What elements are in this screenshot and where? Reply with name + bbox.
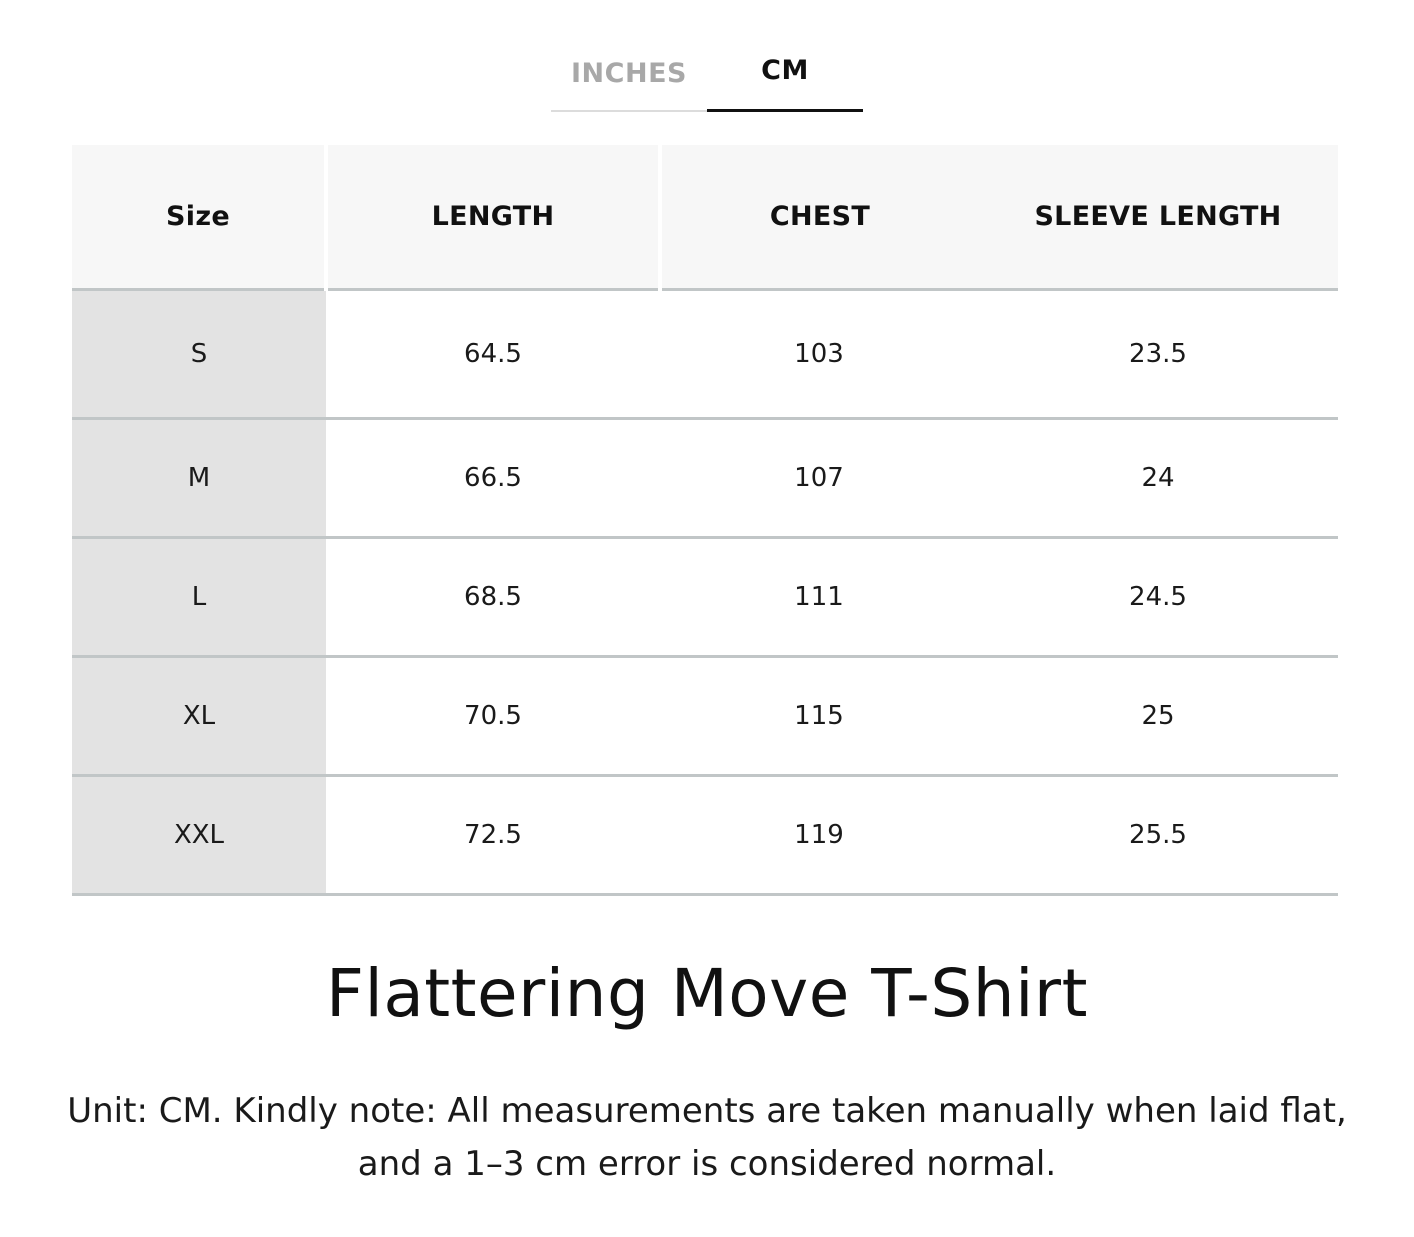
size-cell: XXL — [72, 776, 326, 895]
measurement-note: Unit: CM. Kindly note: All measurements are taken manually when laid flat, and a 1–3 cm error is considered normal. — [67, 1091, 1347, 1184]
tab-cm[interactable]: CM — [707, 40, 863, 112]
sleeve-length-cell: 24 — [978, 419, 1338, 538]
sleeve-length-cell: 23.5 — [978, 290, 1338, 419]
chest-cell: 119 — [660, 776, 978, 895]
size-cell: XL — [72, 657, 326, 776]
header-size: Size — [72, 145, 326, 290]
size-cell: M — [72, 419, 326, 538]
header-chest: CHEST — [660, 145, 978, 290]
header-sleeve-length: SLEEVE LENGTH — [978, 145, 1338, 290]
table-row — [72, 776, 1338, 895]
table-row — [72, 657, 1338, 776]
sleeve-length-cell: 24.5 — [978, 538, 1338, 657]
table-row — [72, 538, 1338, 657]
length-cell: 72.5 — [326, 776, 660, 895]
chest-cell: 103 — [660, 290, 978, 419]
size-cell: L — [72, 538, 326, 657]
header-length: LENGTH — [326, 145, 660, 290]
tab-inches[interactable]: INCHES — [571, 57, 687, 89]
unit-tabs — [551, 40, 863, 112]
size-cell: S — [72, 290, 326, 419]
length-cell: 68.5 — [326, 538, 660, 657]
length-cell: 70.5 — [326, 657, 660, 776]
table-row — [72, 290, 1338, 419]
chest-cell: 107 — [660, 419, 978, 538]
table-row — [72, 419, 1338, 538]
product-title: Flattering Move T-Shirt — [326, 955, 1088, 1032]
sleeve-length-cell: 25.5 — [978, 776, 1338, 895]
sleeve-length-cell: 25 — [978, 657, 1338, 776]
chest-cell: 111 — [660, 538, 978, 657]
chest-cell: 115 — [660, 657, 978, 776]
table-header-row — [72, 145, 1338, 290]
size-chart-table — [72, 145, 1338, 896]
length-cell: 66.5 — [326, 419, 660, 538]
length-cell: 64.5 — [326, 290, 660, 419]
